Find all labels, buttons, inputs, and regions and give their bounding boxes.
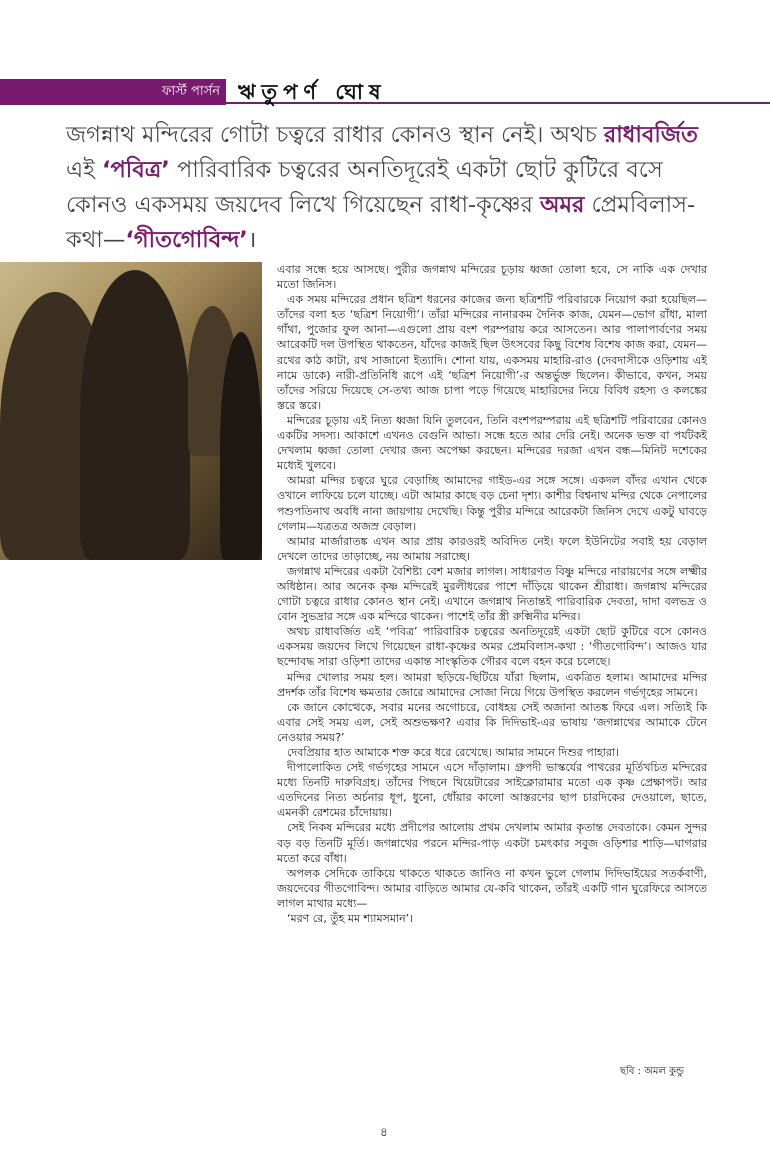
- lede-text-4: প্রেমবিলাস-কথা—: [66, 192, 696, 253]
- lede-highlight-2: ‘পবিত্র’: [101, 157, 170, 183]
- body-paragraph: মন্দির খোলার সময় হল। আমরা ছড়িয়ে-ছিটিয়ে যাঁরা ছিলাম, একত্রিত হলাম। আমাদের মন্দির প্রদর্শক তাঁর বিশেষ ক্ষমতার জোরে আমাদের সোজা নিয়ে গিয়ে উপস্থিত করলেন গর্ভগৃহের সামনে।: [277, 670, 707, 699]
- body-paragraph: জগন্নাথ মন্দিরের একটা বৈশিষ্ট্য বেশ মজার লাগল। সাধারণত বিষ্ণু মন্দিরে নারায়ণের সঙ্গে লক্ষ্মীর অধিষ্ঠান। আর অনেক কৃষ্ণ মন্দিরেই মুরলীধরের পাশে দাঁড়িয়ে থাকেন শ্রীরাধা। জগন্নাথ মন্দিরের গোটা চত্বরে রাধার কোনও স্থান নেই। এখানে জগন্নাথ নিতান্তই পারিবারিক দেবতা, দাদা বলভদ্র ও বোন সুভদ্রার সঙ্গে এক মন্দিরে থাকেন। পাশেই তাঁর স্ত্রী রুক্মিনীর মন্দির।: [277, 564, 707, 624]
- section-label: ফার্স্ট পার্সন: [161, 84, 220, 99]
- body-paragraph: কে জানে কোত্থেকে, সবার মনের অগোচরে, বোধহয় সেই অজানা আতঙ্ক ফিরে এল। সত্যিই কি এবার সেই সময় এল, সেই অশুভক্ষণ? এবার কি দিদিভাই-এর ভাষায় ‘জগন্নাথের আমাকে টেনে নেওয়ার সময়?’: [277, 700, 707, 744]
- section-header-bar: [0, 79, 226, 105]
- author-name: ঋতুপর্ণ ঘোষ: [238, 80, 387, 104]
- body-paragraph: আমার মার্জারাতঙ্ক এখন আর প্রায় কারওরই অবিদিত নেই। ফলে ইউনিটের সবাই হয় বেড়াল দেখলে তাদের তাড়াচ্ছে, নয় আমায় সরাচ্ছে।: [277, 534, 707, 563]
- body-paragraph: সেই নিকষ মন্দিরের মধ্যে প্রদীপের আলোয় প্রথম দেখলাম আমার কৃতান্ত দেবতাকে। কেমন সুন্দর বড় বড় তিনটি মূর্তি। জগন্নাথের পরনে মন্দির-পাড় একটা চমৎকার সবুজ ওড়িশার শাড়ি—ঘাগরার মতো করে বাঁধা।: [277, 821, 707, 865]
- article-photo: [0, 262, 262, 560]
- lede-quote: [66, 118, 726, 258]
- lede-text-3: পারিবারিক চত্বরের অনতিদূরেই একটা ছোট কুটিরে বসে কোনও একসময় জয়দেব লিখে গিয়েছেন রাধা-কৃষ্ণের: [66, 157, 663, 218]
- body-paragraph: এবার সন্ধে হয়ে আসছে। পুরীর জগন্নাথ মন্দিরের চূড়ায় ধ্বজা তোলা হবে, সে নাকি এক দেখার মতো জিনিস।: [277, 263, 707, 292]
- page-number: ৪: [380, 1125, 388, 1139]
- photo-figure-right: [220, 332, 262, 560]
- photo-credit: ছবি : অমল কুন্ডু: [620, 1066, 685, 1077]
- lede-text-1: জগন্নাথ মন্দিরের গোটা চত্বরে রাধার কোনও স্থান নেই। অথচ: [66, 122, 604, 148]
- body-paragraph: অথচ রাধাবর্জিত এই ‘পবিত্র’ পারিবারিক চত্বরের অনতিদূরেই একটা ছোট কুটিরে বসে কোনও একসময় জয়দেব লিখে গিয়েছেন রাধা-কৃষ্ণের অমর প্রেমবিলাস-কথা : ‘গীতগোবিন্দ’। আজও যার ছন্দোবদ্ধ সারা ওড়িশা তাদের একান্ত সাংস্কৃতিক গৌরব বলে বহন করে চলেছে।: [277, 625, 707, 669]
- body-paragraph: ‘মরণ রে, তুঁহ মম শ্যামসমান’।: [287, 912, 414, 926]
- body-paragraph: অপলক সেদিকে তাকিয়ে থাকতে থাকতে জানিও না কখন ভুলে গেলাম দিদিভাইয়ের সতর্কবাণী, জয়দেবের গীতগোবিন্দ। আমার বাড়িতে আমার যে-কবি থাকেন, তাঁরই একটি গান ঘুরেফিরে আসতে লাগল মাথার মধ্যে—: [277, 866, 707, 910]
- body-paragraph: এক সময় মন্দিরের প্রধান ছত্রিশ ধরনের কাজের জন্য ছত্রিশটি পরিবারকে নিয়োগ করা হয়েছিল—তাঁদের বলা হত ‘ছত্রিশ নিয়োগী’। তাঁরা মন্দিরের নানারকম দৈনিক কাজ, যেমন—ভোগ রাঁধা, মালা গাঁথা, পুজোর ফুল আনা—এগুলো প্রায় বংশ পরম্পরায় করে আসতেন। আর পালাপার্বণের সময় আরেকটি দল উপস্থিত থাকতেন, যাঁদের কাজই ছিল উৎসবের কিছু বিশেষ বিশেষ কাজ করা, যেমন—রথের কাঠ কাটা, রথ সাজানো ইত্যাদি। শোনা যায়, একসময় মাহারি-রাও (দেবদাসীকে ওড়িশায় এই নামে ডাকে) নারী-প্রতিনিধি রূপে এই ‘ছত্রিশ নিয়োগী’-র অন্তর্ভুক্ত ছিলেন। কীভাবে, কখন, সময় তাঁদের সরিয়ে দিয়েছে সে-তথ্য আজ চাপা পড়ে গিয়েছে মাহারিদের নিয়ে বিবিধ রহস্য ও কলঙ্কের স্তরে স্তরে।: [277, 293, 707, 412]
- lede-text-2: এই: [66, 157, 102, 183]
- lede-highlight-1: রাধাবর্জিত: [603, 122, 698, 148]
- body-paragraph: দেবপ্রিয়ার হাত আমাকে শক্ত করে ধরে রেখেছে। আমার সামনে দিশুর পাহারা।: [287, 746, 620, 759]
- photo-figure-center: [80, 270, 190, 560]
- body-paragraph: মন্দিরের চূড়ায় এই নিত্য ধ্বজা যিনি তুলবেন, তিনি বংশপরম্পরায় এই ছত্রিশটি পরিবারের কোনও একটির সদস্য। আকাশে এখনও বেগুনি আভা। সন্ধে হতে আর দেরি নেই। অনেক ভক্ত বা পর্যটকই দেখলাম ধ্বজা তোলা দেখার জন্য অপেক্ষা করছেন। মন্দিরের দরজা এখন বন্ধ—মিনিট দশেকের মধ্যেই খুলবে।: [277, 413, 707, 473]
- body-paragraph: দীপালোকিত সেই গর্ভগৃহের সামনে এসে দাঁড়ালাম। গ্রুপদী ভাস্কর্যের পাথরের মূর্তিখচিত মন্দিরের মধ্যে তিনটি দারুবিগ্রহ। তাঁদের পিছনে থিয়েটারের সাইক্লোরামার মতো এক কৃষ্ণ প্রেক্ষাপট। আর এতদিনের নিত্য অর্চনার ধূপ, ধুনো, ধোঁয়ার কালো আস্তরণের ছাপ চারদিকের দেওয়ালে, ছাতে, এমনকী রেশমের চাঁদোয়ায়।: [277, 761, 707, 820]
- lede-highlight-3: অমর: [540, 192, 585, 218]
- lede-highlight-4: ‘গীতগোবিন্দ’: [125, 227, 248, 253]
- lede-text-5: ।: [247, 227, 257, 253]
- article-body: [277, 262, 707, 926]
- body-paragraph: আমরা মন্দির চত্বরে ঘুরে বেড়াচ্ছি আমাদের গাইড-এর সঙ্গে সঙ্গে। একদল বাঁদর এখান থেকে ওখানে লাফিয়ে চলে যাচ্ছে। এটা আমার কাছে বড় চেনা দৃশ্য। কাশীর বিশ্বনাথ মন্দির থেকে নেপালের পশুপতিনাথ অবধি নানা জায়গায় দেখেছি। কিন্তু পুরীর মন্দিরে আরেকটা জিনিস দেখে একটু ঘাবড়ে গেলাম—যত্রতত্র অজস্র বেড়াল।: [277, 474, 707, 533]
